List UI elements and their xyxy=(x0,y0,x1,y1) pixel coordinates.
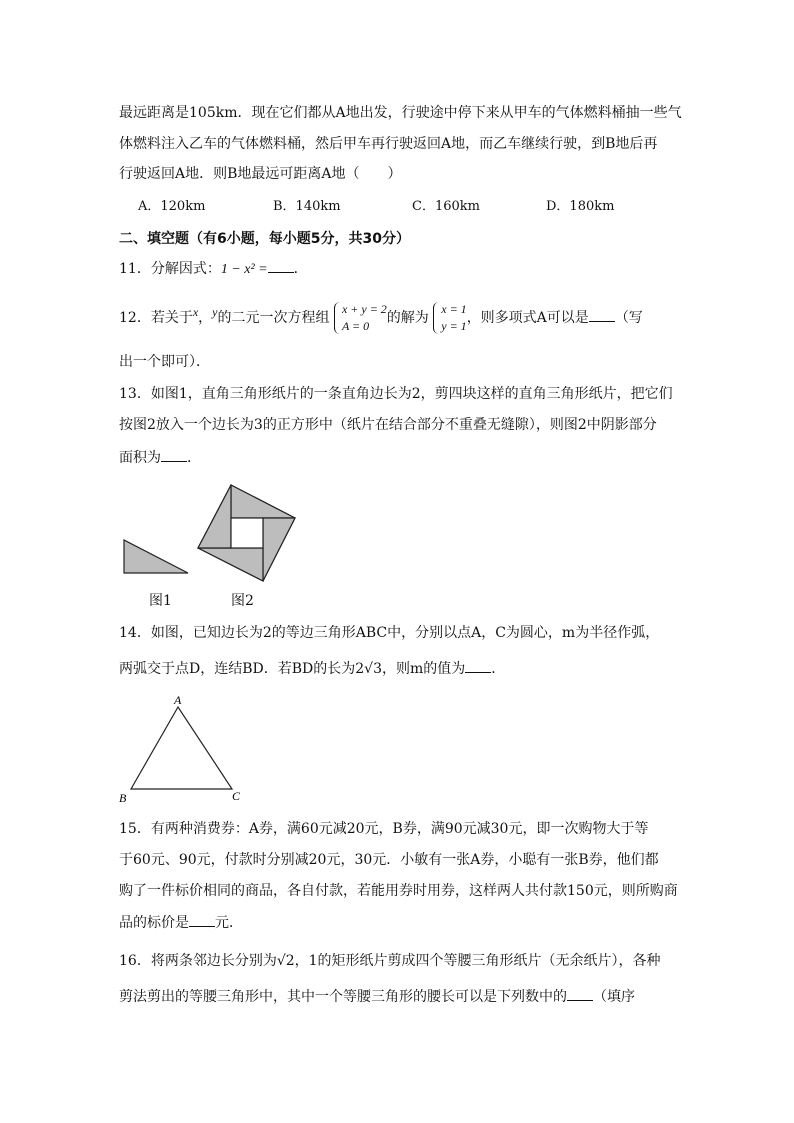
q14-line-1: 14．如图，已知边长为2的等边三角形ABC中，分别以点A，C为圆心，m为半径作弧， xyxy=(119,625,660,641)
q12-mid: 的二元一次方程组 xyxy=(217,310,330,326)
q12-line-2: 出一个即可）． xyxy=(119,354,210,370)
q12-tail2: （写 xyxy=(614,310,643,326)
q10-option-d: D．180km xyxy=(546,199,615,214)
q15-line-1: 15．有两种消费券：A券，满60元减20元，B券，满90元减30元，即一次购物大于等 xyxy=(119,821,649,837)
vertex-c-label: C xyxy=(232,789,241,803)
q12-line-1 xyxy=(119,300,643,340)
q14-blank xyxy=(465,658,491,673)
figure-2-caption: 图2 xyxy=(231,593,254,609)
figure-2-inner-square xyxy=(231,518,263,548)
q12-var-y: y xyxy=(212,305,218,319)
q12-var-x: x xyxy=(192,305,199,319)
q15-line-4 xyxy=(119,912,243,933)
q11-expr: 1 − x² = xyxy=(220,262,268,277)
q12-tail: ，则多项式A可以是 xyxy=(466,310,589,326)
q14-line-2 xyxy=(119,658,505,679)
q16-line-1: 16．将两条邻边长分别为√2，1的矩形纸片剪成四个等腰三角形纸片（无余纸片），各种 xyxy=(119,953,661,969)
triangle-abc xyxy=(131,707,232,789)
q11-prefix: 11．分解因式： xyxy=(119,261,221,277)
q15-line-3: 购了一件标价相同的商品，各自付款，若能用券时用券，这样两人共付款150元，则所购商 xyxy=(119,883,678,899)
q13-line-3-prefix: 面积为 xyxy=(119,450,161,466)
q13-line-3-suffix: ． xyxy=(187,450,201,466)
q11-blank xyxy=(268,258,294,273)
q12-system-2 xyxy=(433,301,466,335)
q16-line-2-prefix: 剪法剪出的等腰三角形中，其中一个等腰三角形的腰长可以是下列数中的 xyxy=(119,989,567,1005)
q10-options xyxy=(0,197,794,217)
q10-line-1: 最远距离是105km．现在它们都从A地出发，行驶途中停下来从甲车的气体燃料桶抽一些气 xyxy=(119,105,682,121)
q10-option-b: B．140km xyxy=(273,199,341,214)
q12-sep: ， xyxy=(198,310,213,326)
vertex-a-label: A xyxy=(174,694,182,707)
q12-system-2-row-1: x = 1 xyxy=(441,302,467,316)
vertex-b-label: B xyxy=(119,791,127,805)
q16-blank xyxy=(567,986,593,1001)
q10-line-3: 行驶返回A地．则B地最远可距离A地（ ） xyxy=(119,166,402,182)
q12-blank xyxy=(589,307,615,322)
q12-system-2-row-2: y = 1 xyxy=(441,319,467,333)
q11-line xyxy=(119,258,308,280)
q13-line-3 xyxy=(119,447,201,468)
q12-system-1 xyxy=(334,301,387,335)
q10-option-a: A．120km xyxy=(138,199,206,214)
q15-line-4-prefix: 品的标价是 xyxy=(119,915,189,931)
q10-option-c: C．160km xyxy=(412,199,480,214)
q12-prefix: 12．若关于 xyxy=(119,310,193,326)
figure-1-caption: 图1 xyxy=(149,593,172,609)
q13-blank xyxy=(161,447,187,462)
section-heading: 二、填空题（有6小题，每小题5分，共30分） xyxy=(119,231,410,247)
q15-line-2: 于60元、90元，付款时分别减20元，30元．小敏有一张A券，小聪有一张B券，他们都 xyxy=(119,852,659,868)
q16-line-2-suffix: （填序 xyxy=(593,989,635,1005)
q16-line-2 xyxy=(119,986,635,1007)
q14-triangle-figure xyxy=(115,694,255,806)
q12-system-1-row-1: x + y = 2 xyxy=(341,302,387,316)
q13-line-1: 13．如图1，直角三角形纸片的一条直角边长为2，剪四块这样的直角三角形纸片，把它们 xyxy=(119,386,673,402)
figure-2-square xyxy=(198,485,295,581)
q11-suffix: ． xyxy=(293,261,308,277)
q10-line-2: 体燃料注入乙车的气体燃料桶，然后甲车再行驶返回A地，而乙车继续行驶，到B地后再 xyxy=(119,136,658,152)
q14-line-2-prefix: 两弧交于点D，连结BD．若BD的长为2√3，则m的值为 xyxy=(119,661,466,677)
q15-line-4-suffix: 元． xyxy=(215,915,243,931)
figure-1-triangle xyxy=(124,540,188,573)
q14-line-2-suffix: ． xyxy=(491,661,506,677)
q12-mid2: 的解为 xyxy=(386,310,429,326)
q13-line-2: 按图2放入一个边长为3的正方形中（纸片在结合部分不重叠无缝隙），则图2中阴影部分 xyxy=(119,417,657,433)
q15-blank xyxy=(189,912,215,927)
q13-figures xyxy=(118,480,308,585)
q12-system-1-row-2: A = 0 xyxy=(341,319,370,333)
